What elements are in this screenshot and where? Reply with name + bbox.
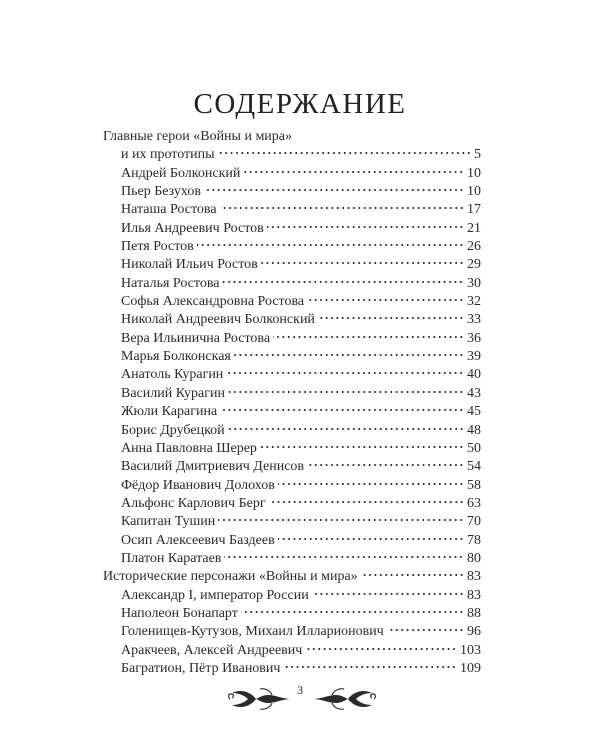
toc-page-number: 39: [467, 349, 481, 365]
toc-entry: [103, 513, 481, 531]
toc-entry: [103, 165, 481, 183]
toc-entry: [103, 330, 481, 348]
toc-entry-title: и их прототипы: [121, 147, 215, 163]
toc-entry-title: Николай Ильич Ростов: [121, 257, 258, 273]
toc-entry: [103, 587, 481, 605]
toc-page-number: 32: [467, 294, 481, 310]
toc-page-number: 83: [467, 587, 481, 603]
toc-page-number: 10: [467, 184, 481, 200]
dot-leader: [224, 555, 464, 559]
toc-entry-title: Борис Друбецкой: [121, 422, 225, 438]
toc-entry-title: Жюли Карагина: [121, 404, 218, 420]
page-title: СОДЕРЖАНИЕ: [193, 88, 407, 120]
toc-page-number: 103: [460, 642, 481, 658]
toc-entry-title: Наталья Ростова: [121, 275, 220, 291]
toc-entry-title: Софья Александровна Ростова: [121, 294, 305, 310]
dot-leader: [222, 280, 464, 284]
dot-leader: [260, 445, 464, 449]
toc-entry: [103, 642, 481, 660]
toc-entry: [103, 403, 481, 421]
dot-leader: [261, 261, 464, 265]
dot-leader: [197, 243, 464, 247]
toc-page-number: 70: [467, 514, 481, 530]
dot-leader: [387, 628, 464, 632]
dot-leader: [218, 151, 471, 155]
toc-entry-title: Илья Андреевич Ростов: [121, 220, 264, 236]
toc-entry-title: Главные герои «Войны и мира»: [103, 129, 293, 144]
toc-entry: [103, 458, 481, 476]
table-of-contents: [103, 128, 481, 678]
page-number: 3: [297, 683, 303, 697]
toc-entry-title: Андрей Болконский: [121, 165, 241, 181]
dot-leader: [283, 665, 457, 669]
dot-leader: [243, 170, 464, 174]
dot-leader: [278, 537, 464, 541]
toc-entry: [103, 348, 481, 366]
toc-entry-title: Осип Алексеевич Баздеев: [121, 532, 275, 548]
toc-entry: [103, 256, 481, 274]
toc-entry-title: Аракчеев, Алексей Андреевич: [121, 642, 303, 658]
dot-leader: [267, 225, 464, 229]
toc-entry-title: Багратион, Пётр Иванович: [121, 660, 281, 676]
toc-entry-title: Василий Дмитриевич Денисов: [121, 459, 305, 475]
toc-page-number: 63: [467, 495, 481, 511]
toc-entry: [103, 422, 481, 440]
toc-page-number: 17: [467, 202, 481, 218]
toc-page-number: 21: [467, 220, 481, 236]
dot-leader: [307, 298, 464, 302]
toc-page-number: 80: [467, 550, 481, 566]
toc-page-number: 40: [467, 367, 481, 383]
toc-entry-title: Вера Ильинична Ростова: [121, 330, 271, 346]
toc-entry-title: Исторические персонажи «Войны и мира»: [103, 569, 358, 585]
dot-leader: [318, 316, 464, 320]
toc-entry: [103, 201, 481, 219]
dot-leader: [278, 482, 464, 486]
toc-entry: [103, 660, 481, 678]
toc-section-heading: [103, 568, 481, 586]
toc-entry-title: Марья Болконская: [121, 349, 231, 365]
toc-entry: [103, 293, 481, 311]
toc-entry: [103, 495, 481, 513]
toc-entry: [103, 477, 481, 495]
toc-entry-title: Платон Каратаев: [121, 550, 222, 566]
dot-leader: [241, 610, 464, 614]
dot-leader: [305, 647, 457, 651]
toc-entry-title: Альфонс Карлович Берг: [121, 495, 266, 511]
toc-section-heading: [103, 128, 481, 146]
dot-leader: [269, 500, 464, 504]
toc-entry-title: Анатоль Курагин: [121, 367, 224, 383]
toc-entry-title: Александр I, император России: [121, 587, 309, 603]
page-footer: [0, 680, 600, 720]
toc-entry: [103, 440, 481, 458]
toc-entry: [103, 366, 481, 384]
toc-page-number: 33: [467, 312, 481, 328]
toc-entry-title: Капитан Тушин: [121, 514, 216, 530]
toc-entry: [103, 183, 481, 201]
right-flourish-ornament-icon: [310, 686, 378, 712]
toc-page-number: 45: [467, 404, 481, 420]
toc-entry: [103, 550, 481, 568]
toc-page-number: 29: [467, 257, 481, 273]
toc-page-number: 54: [467, 459, 481, 475]
toc-page-number: 43: [467, 385, 481, 401]
toc-entry: [103, 605, 481, 623]
dot-leader: [228, 427, 464, 431]
dot-leader: [312, 592, 464, 596]
toc-entry-title: Петя Ростов: [121, 239, 194, 255]
toc-page-number: 88: [467, 605, 481, 621]
dot-leader: [228, 390, 464, 394]
toc-page-number: 36: [467, 330, 481, 346]
dot-leader: [220, 206, 464, 210]
toc-entry-title: Наполеон Бонапарт: [121, 605, 238, 621]
dot-leader: [307, 463, 464, 467]
toc-entry: [103, 623, 481, 641]
dot-leader: [273, 335, 464, 339]
dot-leader: [204, 188, 464, 192]
dot-leader: [218, 518, 464, 522]
toc-page-number: 78: [467, 532, 481, 548]
toc-page-number: 30: [467, 275, 481, 291]
toc-entry: [103, 275, 481, 293]
dot-leader: [361, 573, 464, 577]
dot-leader: [234, 353, 464, 357]
toc-page-number: 83: [467, 569, 481, 585]
toc-entry-title: Голенищев-Кутузов, Михаил Илларионович: [121, 624, 384, 640]
toc-entry-title: Пьер Безухов: [121, 184, 201, 200]
toc-page-number: 96: [467, 624, 481, 640]
dot-leader: [226, 371, 464, 375]
toc-entry: [103, 385, 481, 403]
toc-page-number: 48: [467, 422, 481, 438]
toc-entry-title: Николай Андреевич Болконский: [121, 312, 315, 328]
toc-entry: [103, 146, 481, 164]
toc-page-number: 109: [460, 660, 481, 676]
dot-leader: [220, 408, 464, 412]
toc-page-number: 10: [467, 165, 481, 181]
toc-entry: [103, 220, 481, 238]
toc-entry-title: Анна Павловна Шерер: [121, 440, 257, 456]
toc-page-number: 58: [467, 477, 481, 493]
toc-page-number: 50: [467, 440, 481, 456]
toc-entry-title: Фёдор Иванович Долохов: [121, 477, 275, 493]
toc-entry: [103, 532, 481, 550]
toc-entry: [103, 311, 481, 329]
toc-entry-title: Василий Курагин: [121, 385, 225, 401]
toc-entry-title: Наташа Ростова: [121, 202, 217, 218]
toc-page-number: 26: [467, 239, 481, 255]
toc-entry: [103, 238, 481, 256]
toc-page-number: 5: [474, 147, 481, 163]
